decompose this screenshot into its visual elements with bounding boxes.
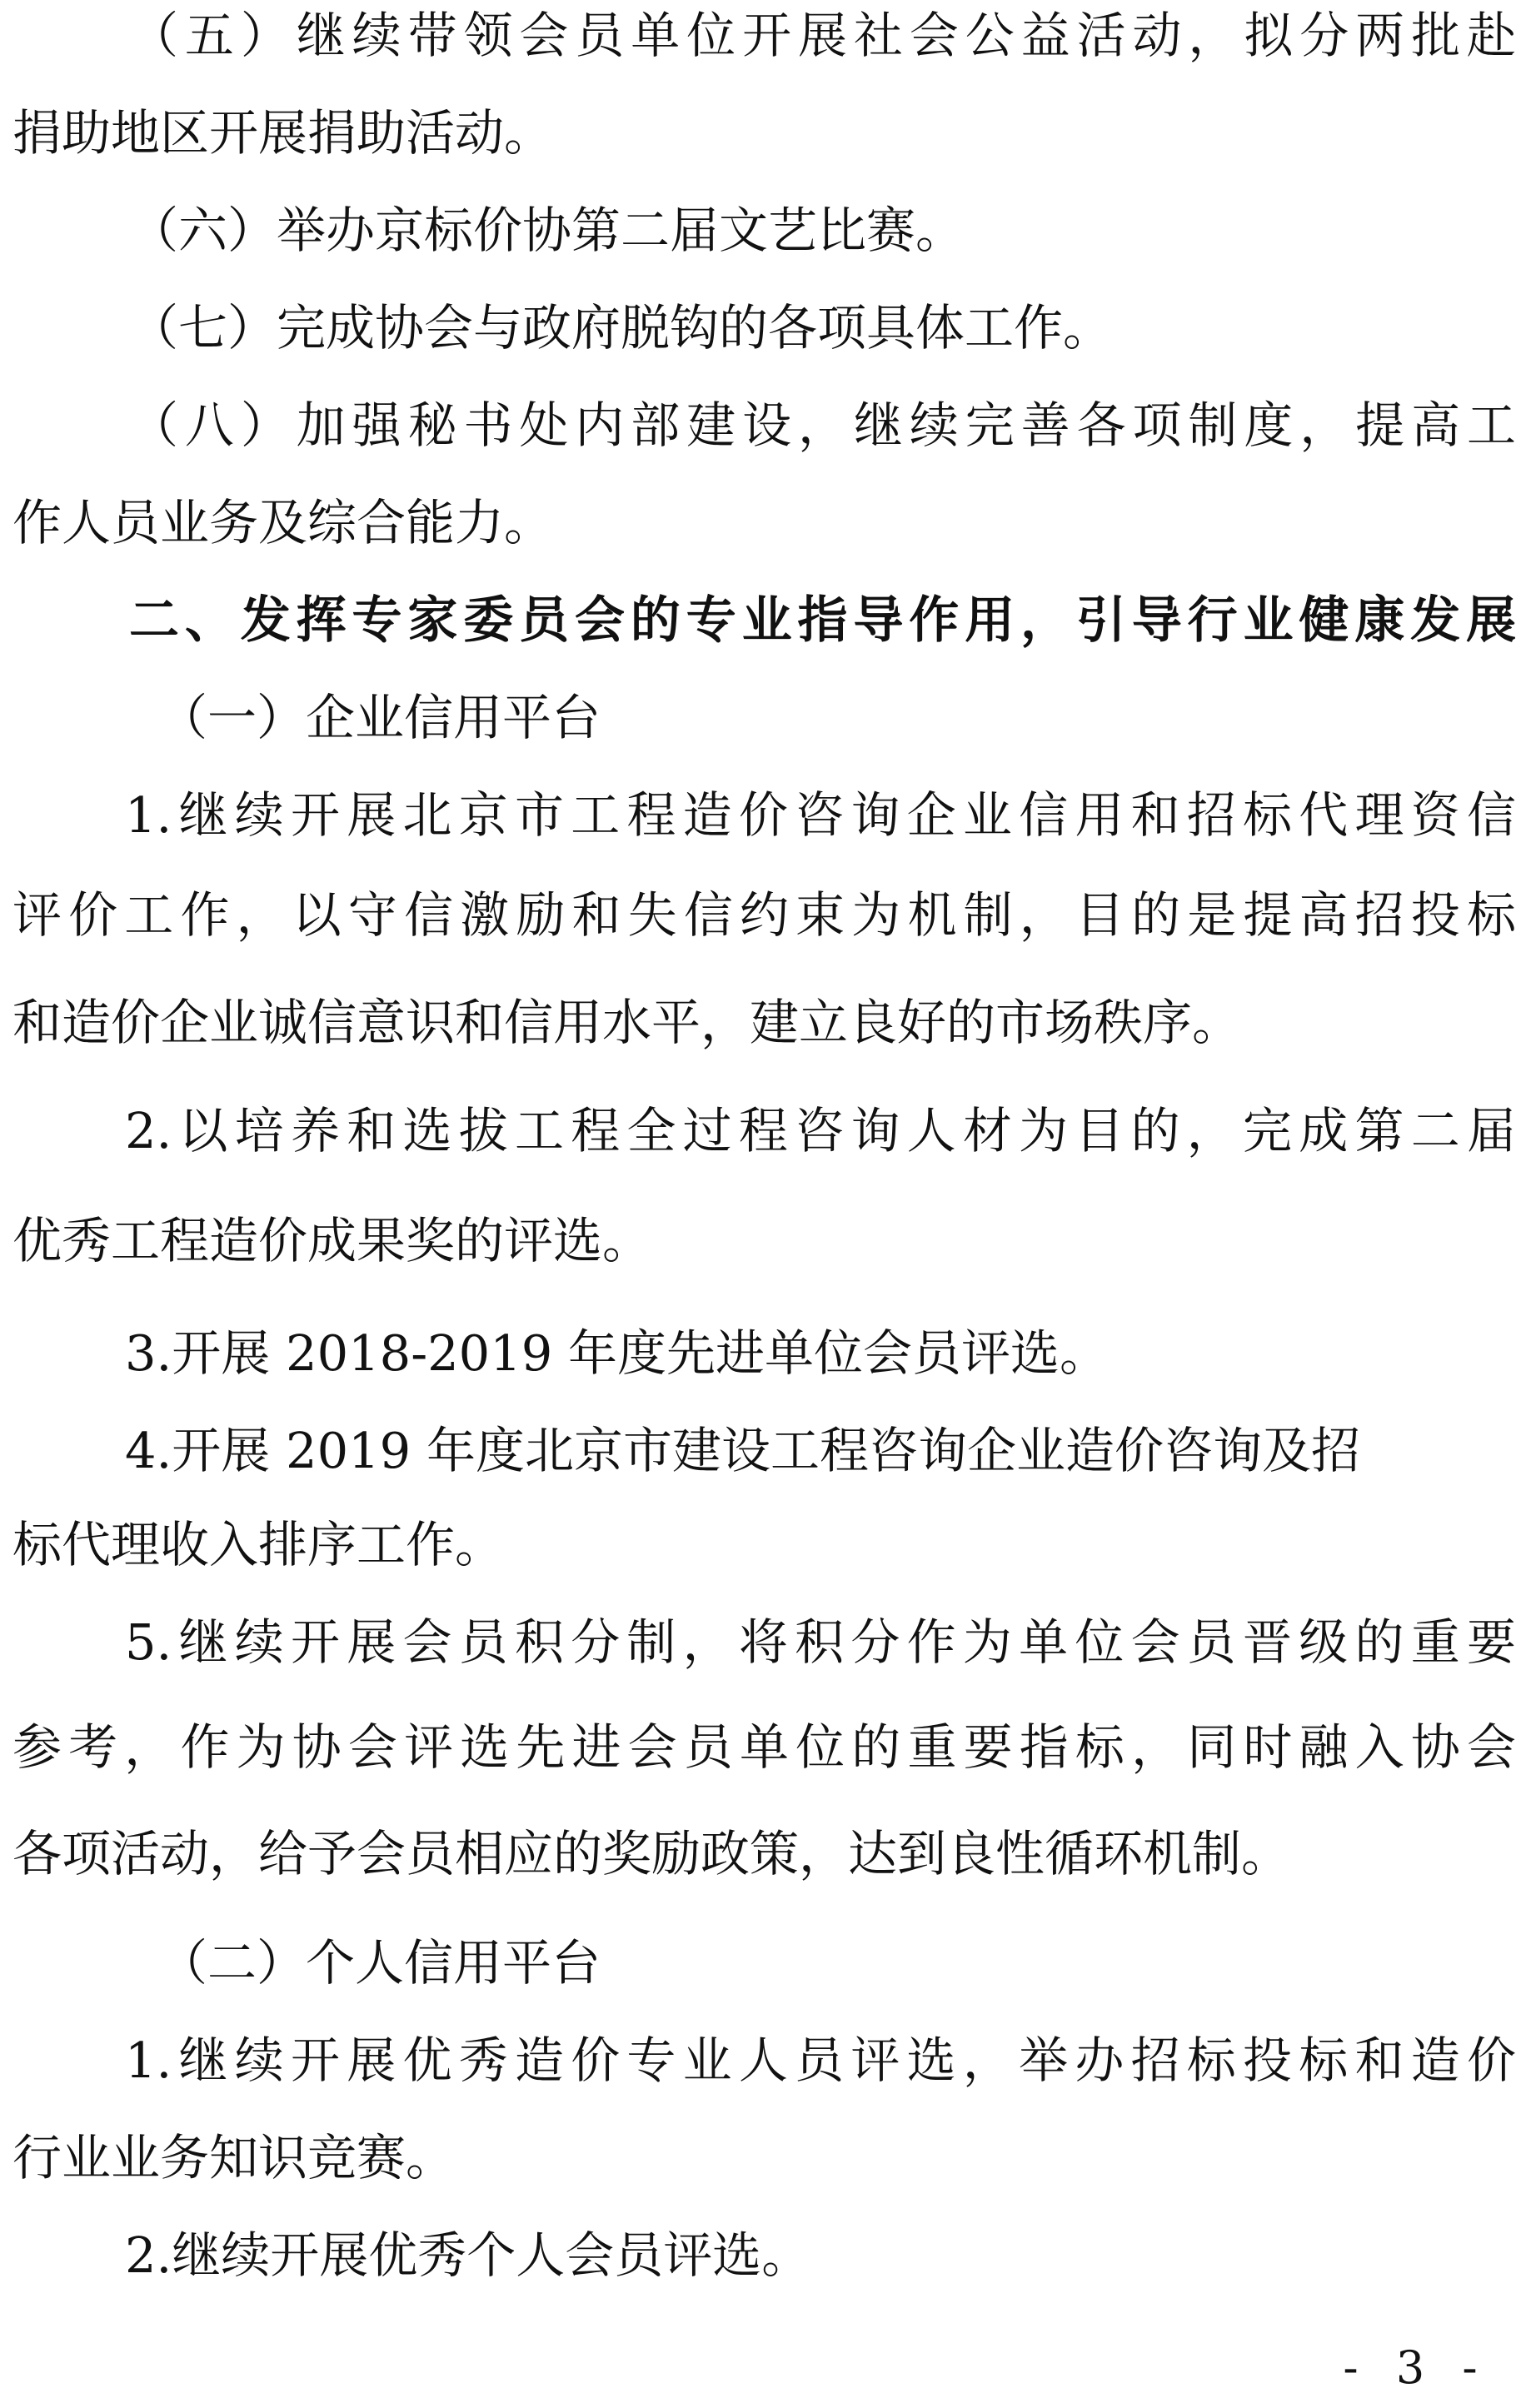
paragraph-line: 5.继续开展会员积分制，将积分作为单位会员晋级的重要 — [125, 1613, 1516, 1671]
paragraph-line: 作人员业务及综合能力。 — [12, 494, 554, 551]
paragraph-line: 标代理收入排序工作。 — [12, 1516, 505, 1573]
paragraph-line: 行业业务知识竞赛。 — [12, 2129, 456, 2186]
section-heading: 二、发挥专家委员会的专业指导作用，引导行业健康发展 — [129, 591, 1516, 650]
subsection-heading: （一）企业信用平台 — [158, 689, 601, 746]
paragraph-line: 各项活动，给予会员相应的奖励政策，达到良性循环机制。 — [12, 1825, 1291, 1882]
page-number: - 3 - — [1343, 2341, 1489, 2394]
paragraph-line: 1.继续开展优秀造价专业人员评选，举办招标投标和造价 — [125, 2032, 1516, 2089]
paragraph-line: （七）完成协会与政府脱钩的各项具体工作。 — [129, 299, 1113, 356]
paragraph-line: （五）继续带领会员单位开展社会公益活动，拟分两批赴 — [129, 7, 1516, 64]
paragraph-line: 捐助地区开展捐助活动。 — [12, 104, 554, 162]
paragraph-line: 评价工作，以守信激励和失信约束为机制，目的是提高招投标 — [12, 886, 1516, 944]
paragraph-line: 1.继续开展北京市工程造价咨询企业信用和招标代理资信 — [125, 786, 1516, 844]
paragraph-line: 优秀工程造价成果奖的评选。 — [12, 1212, 652, 1269]
paragraph-line: 4.开展 2019 年度北京市建设工程咨询企业造价咨询及招 — [125, 1422, 1360, 1479]
paragraph-line: 和造价企业诚信意识和信用水平，建立良好的市场秩序。 — [12, 994, 1242, 1051]
paragraph-line: （八）加强秘书处内部建设，继续完善各项制度，提高工 — [129, 396, 1516, 454]
paragraph-line: 3.开展 2018-2019 年度先进单位会员评选。 — [125, 1324, 1110, 1382]
paragraph-line: （六）举办京标价协第二届文艺比赛。 — [129, 202, 965, 259]
subsection-heading: （二）个人信用平台 — [158, 1934, 601, 1992]
paragraph-line: 2.以培养和选拔工程全过程咨询人材为目的，完成第二届 — [125, 1102, 1516, 1159]
paragraph-line: 参考，作为协会评选先进会员单位的重要指标，同时融入协会 — [12, 1718, 1516, 1776]
paragraph-line: 2.继续开展优秀个人会员评选。 — [125, 2226, 811, 2284]
